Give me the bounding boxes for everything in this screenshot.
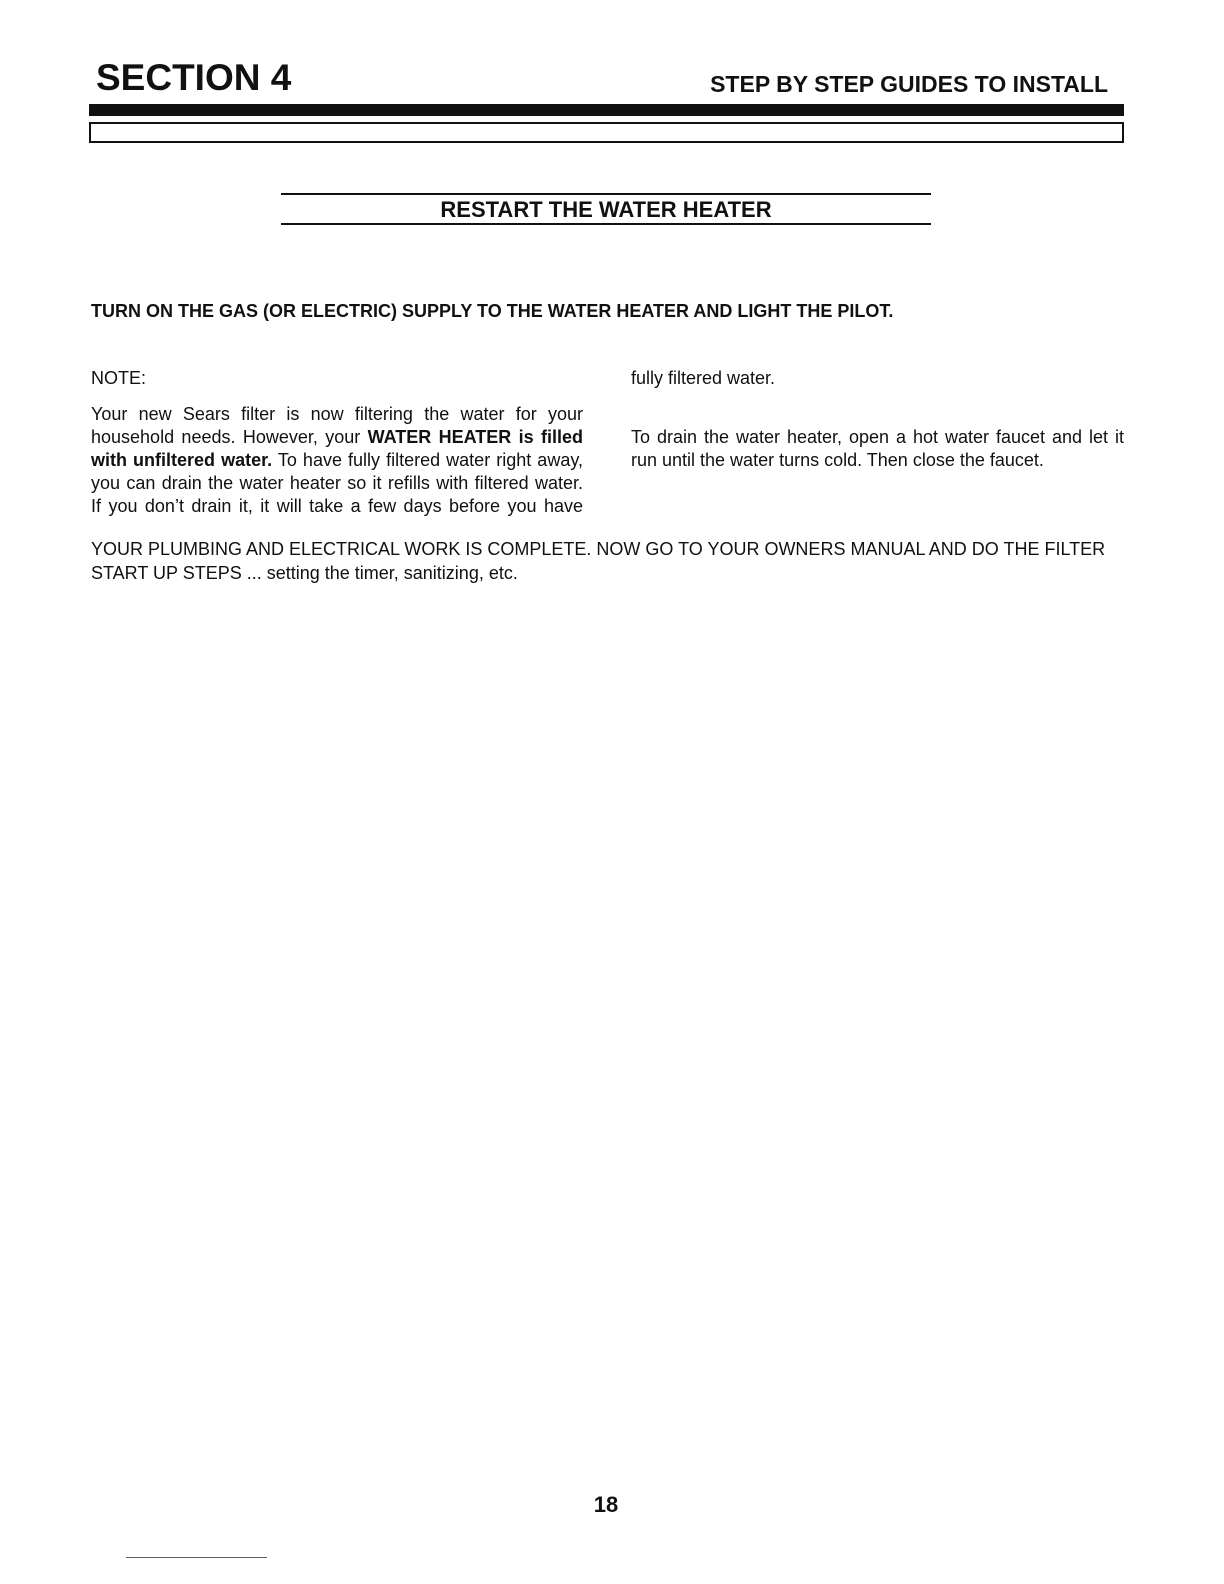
note-text-start: Your new Sears filter is now filtering the water for your household needs. However, your xyxy=(91,404,583,447)
page-number: 18 xyxy=(593,1492,619,1517)
page-heading: RESTART THE WATER HEATER xyxy=(440,197,772,222)
header-bar xyxy=(89,104,1124,116)
note-label: NOTE: xyxy=(91,368,147,388)
note-text-bold: WATER HEATER is filled with unfiltered water. xyxy=(91,427,583,470)
note-column-left xyxy=(91,367,583,518)
note-paragraph xyxy=(91,403,583,518)
note-paragraph-continued: fully filtered water. xyxy=(631,368,776,388)
footnote-rule xyxy=(126,1557,267,1558)
closing-text: YOUR PLUMBING AND ELECTRICAL WORK IS COMPLETE. NOW GO TO YOUR OWNERS MANUAL AND DO THE FILTER START UP STEPS ... setting the timer, sanitizing, etc. xyxy=(91,539,1106,583)
section-title: SECTION 4 xyxy=(96,57,292,98)
heading-block xyxy=(281,197,931,225)
header-box xyxy=(89,122,1124,143)
note-text-end: To have fully filtered water right away, you can drain the water heater so it refills with filtered water. If you don’t drain it, it will take a few days before you have xyxy=(91,450,583,516)
note-column-right xyxy=(631,367,1124,472)
heading-top-rule xyxy=(281,193,931,195)
drain-paragraph: To drain the water heater, open a hot water faucet and let it run until the water turns cold. Then close the faucet. xyxy=(631,427,1124,470)
instruction: TURN ON THE GAS (OR ELECTRIC) SUPPLY TO THE WATER HEATER AND LIGHT THE PILOT. xyxy=(91,301,894,321)
section-header-title: STEP BY STEP GUIDES TO INSTALL xyxy=(710,71,1108,97)
